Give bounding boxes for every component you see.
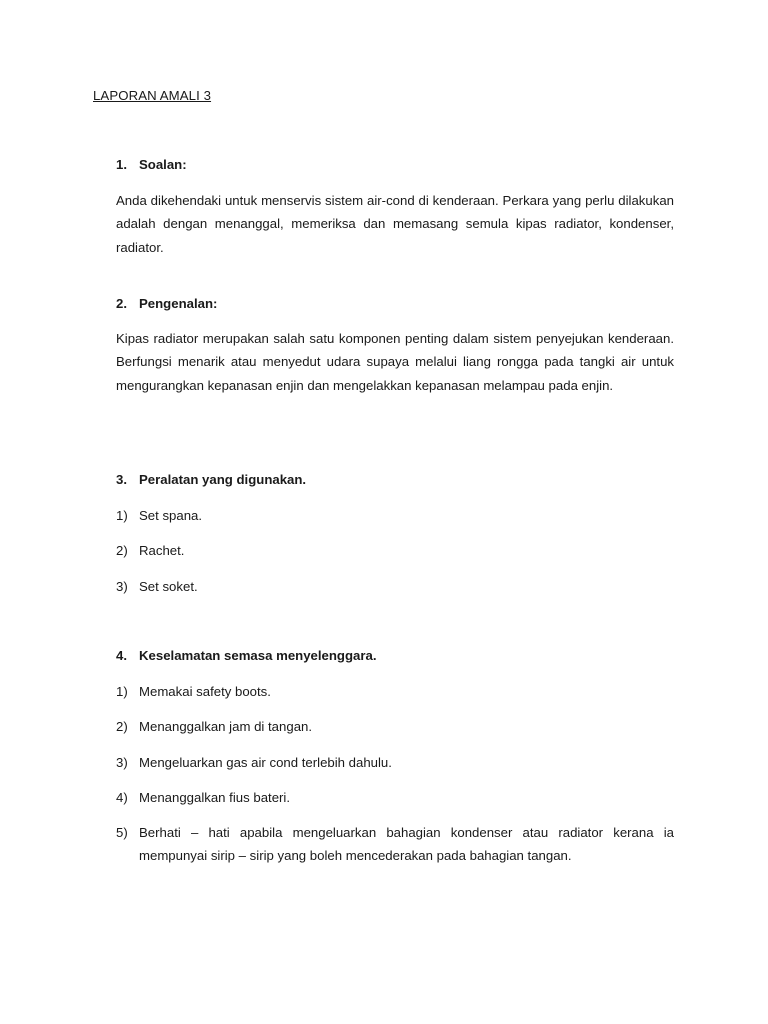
section-heading bbox=[116, 647, 674, 665]
section-number: 3. bbox=[116, 472, 127, 487]
list-item-text: Memakai safety boots. bbox=[139, 684, 271, 699]
list-item-text: Set spana. bbox=[139, 508, 203, 523]
section-heading bbox=[116, 156, 674, 174]
list-item-number: 2) bbox=[116, 543, 128, 559]
list-item bbox=[116, 715, 674, 738]
section-paragraph: Anda dikehendaki untuk menservis sistem air-cond di kenderaan. Perkara yang perlu dilakukan adalah dengan menanggal, memeriksa dan memasang semula kipas radiator, kondenser, radiator. bbox=[116, 193, 674, 255]
section-number: 2. bbox=[116, 296, 127, 311]
list-item-number: 2) bbox=[116, 719, 128, 735]
section-title: Soalan: bbox=[139, 157, 187, 172]
section-title: Peralatan yang digunakan. bbox=[139, 472, 307, 487]
section-number: 1. bbox=[116, 157, 127, 172]
list-item-text: Berhati – hati apabila mengeluarkan bahagian kondenser atau radiator kerana ia mempunyai sirip – sirip yang boleh mencederakan pada bahagian tangan. bbox=[139, 825, 674, 864]
list-item-number: 4) bbox=[116, 789, 128, 805]
list-item-text: Mengeluarkan gas air cond terlebih dahulu. bbox=[139, 754, 392, 770]
list-item bbox=[116, 504, 674, 527]
section-soalan bbox=[116, 156, 674, 259]
list-item bbox=[116, 539, 674, 562]
section-paragraph: Kipas radiator merupakan salah satu komponen penting dalam sistem penyejukan kenderaan. Berfungsi menarik atau menyedut udara supaya melalui liang rongga pada tangki air untuk mengurangkan kepanasan enjin dan mengelakkan kepanasan melampau pada enjin. bbox=[116, 331, 674, 393]
list-item bbox=[116, 786, 674, 809]
section-keselamatan bbox=[116, 647, 674, 868]
section-title: Keselamatan semasa menyelenggara. bbox=[139, 648, 377, 663]
section-peralatan bbox=[116, 471, 674, 598]
list-item-text: Rachet. bbox=[139, 543, 185, 559]
list-item-text: Set soket. bbox=[139, 578, 198, 594]
list-item bbox=[116, 821, 674, 868]
section-title: Pengenalan: bbox=[139, 296, 218, 311]
document-title: LAPORAN AMALI 3 bbox=[93, 88, 212, 103]
list-item-number: 1) bbox=[116, 684, 128, 699]
list-item-text: Menanggalkan fius bateri. bbox=[139, 789, 291, 805]
list-item-number: 3) bbox=[116, 578, 128, 594]
list-item-number: 1) bbox=[116, 508, 128, 523]
list-item-text: Menanggalkan jam di tangan. bbox=[139, 719, 313, 735]
section-pengenalan bbox=[116, 295, 674, 397]
section-number: 4. bbox=[116, 648, 127, 663]
list-item bbox=[116, 680, 674, 703]
section-heading bbox=[116, 295, 674, 313]
list-item-number: 3) bbox=[116, 754, 128, 770]
list-item bbox=[116, 751, 674, 774]
section-heading bbox=[116, 471, 674, 489]
list-item-number: 5) bbox=[116, 825, 128, 841]
list-item bbox=[116, 575, 674, 598]
